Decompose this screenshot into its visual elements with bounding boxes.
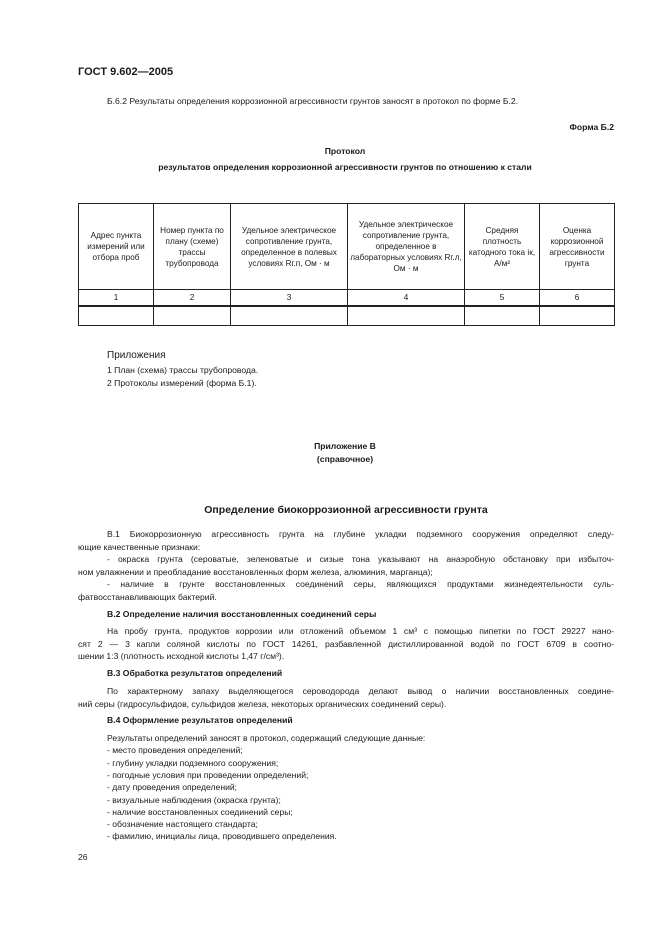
- col-number: 2: [154, 290, 231, 307]
- protocol-subtitle: результатов определения коррозионной агрессивности грунтов по отношению к стали: [158, 162, 532, 172]
- attachments-title: Приложения: [107, 350, 166, 361]
- appendix-heading: Определение биокоррозионной агрессивности грунта: [204, 504, 488, 516]
- appendix-title: Приложение В: [314, 441, 376, 451]
- protocol-table: [78, 203, 615, 326]
- col-header: Удельное электрическое сопротивление грунта, определенное в лабораторных условиях Rг.л, Ом · м: [348, 204, 465, 290]
- section-heading: В.3 Обработка результатов определений: [107, 668, 283, 678]
- text-line: - наличие в грунте восстановленных соединений серы, являющихся продуктами жизнедеятельности суль-: [107, 579, 614, 589]
- col-number: 1: [79, 290, 154, 307]
- text-line: - фамилию, инициалы лица, проводившего определения.: [107, 831, 337, 842]
- text-line: - глубину укладки подземного сооружения;: [107, 757, 279, 768]
- form-label: Форма Б.2: [569, 122, 614, 132]
- text-line: В.1 Биокоррозионную агрессивность грунта на глубине укладки подземного сооружения определяют следу-: [107, 529, 614, 539]
- text-line: - обозначение настоящего стандарта;: [107, 819, 258, 830]
- col-number: 5: [465, 290, 540, 307]
- table-row: [79, 306, 615, 326]
- text-line: На пробу грунта, продуктов коррозии или отложений объемом 1 см³ с помощью пипетки по ГОСТ 29227 нано-: [107, 626, 614, 636]
- text-line: шении 1:3 (плотность исходной кислоты 1,47 г/см³).: [78, 651, 285, 661]
- col-header: Удельное электрическое сопротивление грунта, определенное в полевых условиях Rг.п, Ом · м: [231, 204, 348, 290]
- col-number: 4: [348, 290, 465, 307]
- appendix-note: (справочное): [316, 454, 374, 464]
- text-line: ний серы (гидросульфидов, сульфидов железа, некоторых органических соединений серы).: [78, 698, 447, 709]
- col-header: Оценка коррозионной агрессивности грунта: [540, 204, 615, 290]
- intro-text: Б.6.2 Результаты определения коррозионной агрессивности грунтов заносят в протокол по форме Б.2.: [107, 96, 519, 106]
- text-line: - погодные условия при проведении определений;: [107, 769, 309, 780]
- text-line: Результаты определений заносят в протокол, содержащий следующие данные:: [107, 733, 426, 743]
- text-line: фатвосстанавливающих бактерий.: [78, 591, 217, 602]
- text-line: По характерному запаху выделяющегося сероводорода делают вывод о наличии восстановленных соедине-: [107, 686, 614, 696]
- section-heading: В.2 Определение наличия восстановленных соединений серы: [107, 609, 377, 619]
- col-header: Номер пункта по плану (схеме) трассы трубопровода: [154, 204, 231, 290]
- text-line: - визуальные наблюдения (окраска грунта);: [107, 794, 281, 805]
- attachment-item: 1 План (схема) трассы трубопровода.: [107, 365, 259, 375]
- text-line: - место проведения определений;: [107, 745, 243, 756]
- col-number: 6: [540, 290, 615, 307]
- page-header: ГОСТ 9.602—2005: [78, 66, 174, 78]
- attachment-item: 2 Протоколы измерений (форма Б.1).: [107, 378, 257, 388]
- text-line: сят 2 — 3 капли соляной кислоты по ГОСТ 14261, разбавленной дистиллированной водой по ГОСТ 6709 в соотно-: [78, 638, 614, 649]
- text-line: - дату проведения определений;: [107, 782, 238, 793]
- text-line: - наличие восстановленных соединений серы;: [107, 806, 293, 817]
- protocol-title: Протокол: [324, 146, 366, 156]
- page-number: 26: [78, 852, 88, 862]
- col-header: Средняя плотность катодного тока iк, А/м²: [465, 204, 540, 290]
- text-line: ющие качественные признаки:: [78, 541, 201, 552]
- col-header: Адрес пункта измерений или отбора проб: [79, 204, 154, 290]
- text-line: - окраска грунта (сероватые, зеленоватые и сизые тона указывают на анаэробную обстановку при избыточ-: [107, 554, 614, 564]
- col-number: 3: [231, 290, 348, 307]
- section-heading: В.4 Оформление результатов определений: [107, 715, 293, 725]
- text-line: ном увлажнении и преобладание восстановленных форм железа, алюминия, марганца);: [78, 566, 433, 577]
